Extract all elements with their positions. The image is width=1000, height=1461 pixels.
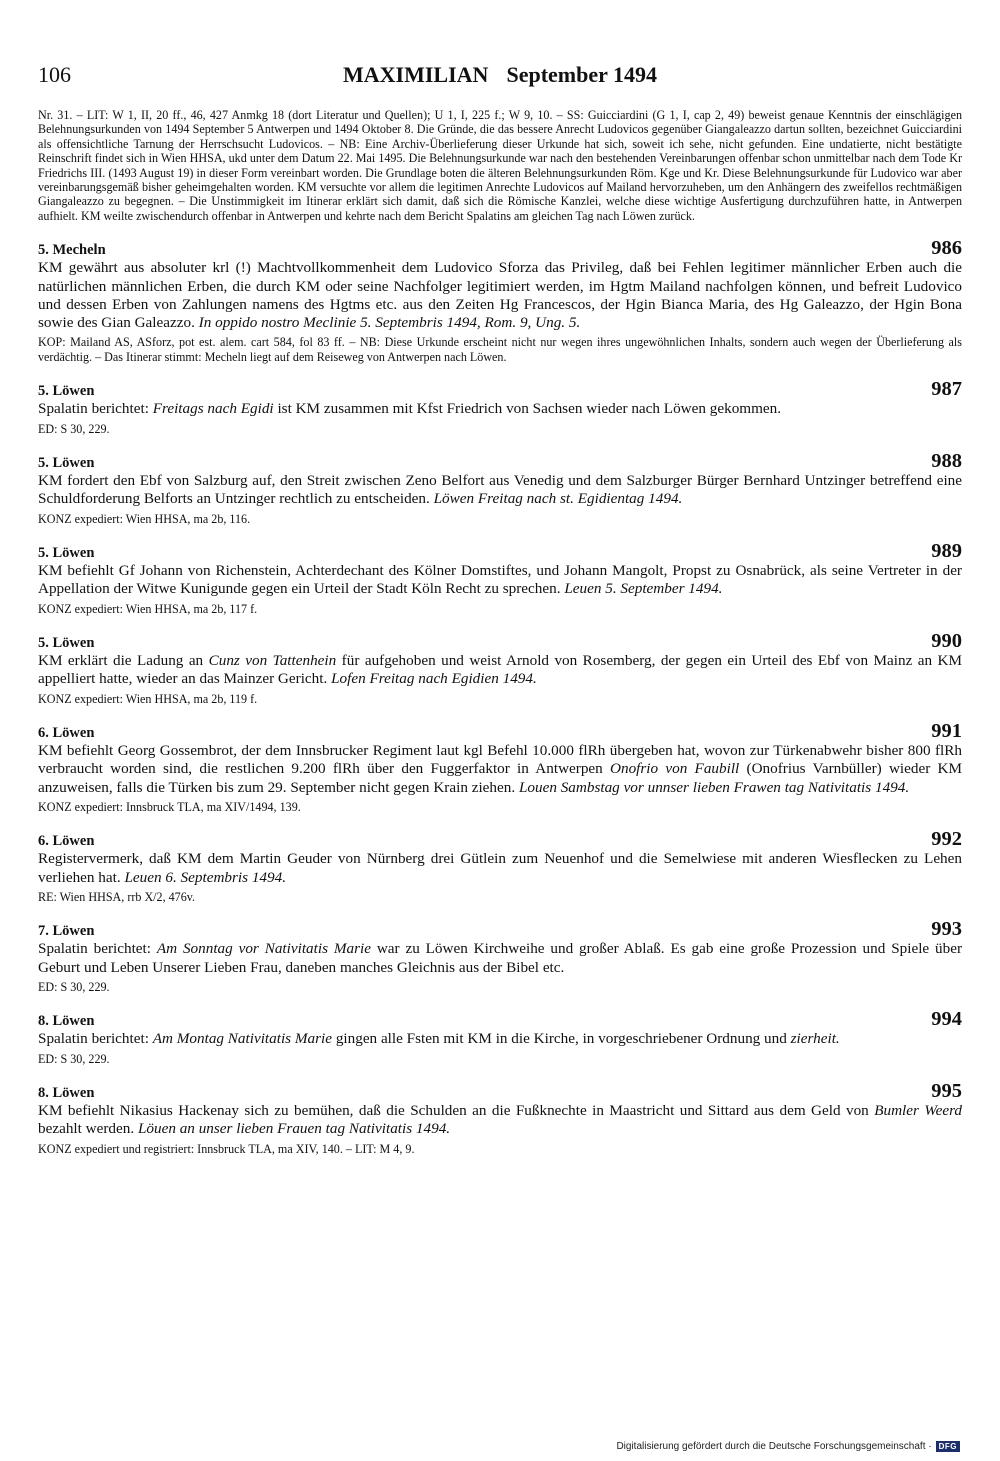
running-title-main: MAXIMILIAN <box>343 62 489 87</box>
entry-place: 5. Löwen <box>38 544 95 561</box>
entry-993 <box>38 918 962 994</box>
entry-source: KONZ expediert: Wien HHSA, ma 2b, 119 f. <box>38 691 258 706</box>
entry-head <box>38 378 962 400</box>
entry-place: 6. Löwen <box>38 833 95 850</box>
entry-quote: Am Sonntag vor Nativitatis Marie <box>156 940 371 958</box>
entry-head <box>38 828 962 850</box>
entry-number: 992 <box>931 828 962 851</box>
entry-number: 988 <box>931 449 962 472</box>
entry-dating: Leuen 5. September 1494. <box>564 580 723 598</box>
entry-995 <box>38 1080 962 1156</box>
entry-text: Registervermerk, daß KM dem Martin Geuder von Nürnberg drei Gütlein zum Neuenhof und die Semelwiese mit anderen Wiesflecken zu Lehen verliehen hat. Leuen 6. Septembris 1494. <box>38 850 962 886</box>
entry-number: 995 <box>931 1079 962 1102</box>
entry-source: KONZ expediert: Innsbruck TLA, ma XIV/1494, 139. <box>38 799 301 814</box>
entry-987 <box>38 378 962 436</box>
entry-source: ED: S 30, 229. <box>38 979 110 994</box>
running-head <box>38 62 962 96</box>
entry-head <box>38 1080 962 1102</box>
entry-989 <box>38 540 962 616</box>
document-page <box>38 62 962 1156</box>
entry-number: 994 <box>931 1008 962 1031</box>
entry-text: KM befiehlt Gf Johann von Richenstein, Achterdechant des Kölner Domstiftes, und Johann Mangolt, Propst zu Osnabrück, als seine Vertreter in der Appellation der Witwe Kunigunde gegen ein Urteil der Stadt Köln Recht zu sprechen. Leuen 5. September 1494. <box>38 561 962 598</box>
entry-number: 986 <box>931 237 962 260</box>
entry-number: 993 <box>931 918 962 941</box>
entry-place: 5. Löwen <box>38 634 95 651</box>
entry-994 <box>38 1008 962 1066</box>
entry-place: 8. Löwen <box>38 1084 95 1101</box>
entry-988 <box>38 450 962 526</box>
entry-place: 5. Löwen <box>38 383 95 400</box>
entry-dating: Lofen Freitag nach Egidien 1494. <box>331 670 537 688</box>
entry-source: ED: S 30, 229. <box>38 421 110 436</box>
entry-head <box>38 237 962 259</box>
entry-source: KOP: Mailand AS, ASforz, pot est. alem. cart 584, fol 83 ff. – NB: Diese Urkunde erscheint nicht nur wegen ihres ungewöhnlichen Inhalts, sondern auch wegen der Überlieferung als verdächtig. – Das Itinerar stimmt: Mecheln liegt auf dem Reiseweg von Antwerpen nach Löwen. <box>38 335 962 364</box>
entry-number: 987 <box>931 378 962 401</box>
entry-991 <box>38 720 962 814</box>
entry-text: KM erklärt die Ladung an Cunz von Tattenhein für aufgehoben und weist Arnold von Rosemberg, der gegen ein Urteil des Ebf von Mainz an KM appelliert hatte, wieder an das Mainzer Gericht. Lofen Freitag nach Egidien 1494. <box>38 651 962 688</box>
entry-source: KONZ expediert und registriert: Innsbruck TLA, ma XIV, 140. – LIT: M 4, 9. <box>38 1141 415 1156</box>
entry-dating: Löuen an unser lieben Frauen tag Nativitatis 1494. <box>137 1120 451 1138</box>
entry-head <box>38 720 962 742</box>
entry-text: Spalatin berichtet: Am Montag Nativitatis Marie gingen alle Fsten mit KM in die Kirche, in vorgeschriebener Ordnung und zierheit. <box>38 1030 840 1048</box>
entry-dating: In oppido nostro Meclinie 5. Septembris 1494, Rom. 9, Ung. 5. <box>198 314 581 332</box>
entry-text: KM befiehlt Nikasius Hackenay sich zu bemühen, daß die Schulden an die Fußknechte in Maastricht und Sittard aus dem Geld von Bumler Weerd bezahlt werden. Löuen an unser lieben Frauen tag Nativitatis 1494. <box>38 1101 963 1138</box>
intro-note: Nr. 31. – LIT: W 1, II, 20 ff., 46, 427 Anmkg 18 (dort Literatur und Quellen); U 1, I, 225 f.; W 9, 10. – SS: Guicciardini (G 1, I, cap 2, 49) beweist genaue Kenntnis der einschlägigen Belehnungsurkunden von 1494 September 5 Antwerpen und 1494 Oktober 8. Die Gründe, die das bessere Anrecht Ludovicos gegenüber Giangaleazzo dartun sollten, bezeichnet Guicciardini als offensichtliche Tarnung der Herrschsucht Ludovicos. – NB: Eine Archiv-Überlieferung dieser Urkunde hat sich, soweit ich sehe, nicht gefunden. Eine undatierte, nicht bestätigte Reinschrift findet sich in Wien HHSA, ukd unter dem Datum 22. Mai 1495. Die Belehnungsurkunde war nach den bestehenden Vereinbarungen offenbar schon unmittelbar nach dem Tode Kr Friedrichs III. (1493 August 19) in dieser Form vereinbart worden. Die Grundlage boten die älteren Belehnungsurkunden Röm. Kge und Kr. Diese Belehnungsurkunde für Ludovico war aber vereinbarungsgemäß bisher geheimgehalten worden. KM versuchte vor allem die legitimen Anrechte Ludovicos auf Mailand hervorzuheben, um den Anhängern des zweifellos rechtmäßigen Giangaleazzo zu begegnen. – Die Unstimmigkeit im Itinerar erklärt sich damit, daß sich die Römische Kanzlei, welche diese wichtige Ausfertigung durchzuführen hatte, in Antwerpen aufhielt. KM weilte zwischendurch offenbar in Antwerpen und kehrte nach dem Bericht Spalatins am gleichen Tag nach Löwen zurück. <box>38 108 962 223</box>
entry-head <box>38 918 962 940</box>
entry-place: 6. Löwen <box>38 724 95 741</box>
entry-place: 5. Löwen <box>38 454 95 471</box>
page-number: 106 <box>38 62 71 87</box>
entry-text: KM fordert den Ebf von Salzburg auf, den Streit zwischen Zeno Belfort aus Venedig und dem Salzburger Bürger Bernhard Untzinger betreffend eine Schuldforderung Belforts an Untzinger rechtlich zu entscheiden. Löwen Freitag nach st. Egidientag 1494. <box>38 471 962 508</box>
entry-text: KM gewährt aus absoluter krl (!) Machtvollkommenheit dem Ludovico Sforza das Privileg, daß bei Fehlen legitimer männlicher Erben auch die natürlichen männlichen Erben, die durch KM oder seine Nachfolger legitimiert werden, im Hgtm Mailand nachfolgen können, und befreit Ludovico und dessen Erben von Zahlungen namens des Hgtms etc. aus den Zeiten Hg Francescos, der Hgin Bianca Maria, des Hg Galeazzo, der Hgin Bona sowie des Gian Galeazzo. In oppido nostro Meclinie 5. Septembris 1494, Rom. 9, Ung. 5. <box>38 259 962 332</box>
digitization-credit <box>616 1441 960 1452</box>
entry-name-italic: Onofrio von Faubill <box>610 760 740 778</box>
entry-place: 7. Löwen <box>38 923 95 940</box>
entry-986 <box>38 237 962 364</box>
entry-quote: Freitags nach Egidi <box>152 400 274 418</box>
entry-name-italic: Bumler Weerd <box>874 1101 963 1119</box>
entry-source: KONZ expediert: Wien HHSA, ma 2b, 117 f. <box>38 601 258 616</box>
entry-place: 5. Mecheln <box>38 242 106 259</box>
entry-number: 989 <box>931 539 962 562</box>
running-title <box>38 62 962 88</box>
entry-quote: Am Montag Nativitatis Marie <box>152 1030 333 1048</box>
entry-992 <box>38 828 962 904</box>
entry-head <box>38 540 962 562</box>
entry-text: Spalatin berichtet: Am Sonntag vor Nativitatis Marie war zu Löwen Kirchweihe und großer Ablaß. Es gab eine große Prozession und Spiele über Geburt und Leben Unserer Lieben Frau, daneben manches Gleichnis aus der Bibel etc. <box>38 940 962 976</box>
entry-number: 990 <box>931 629 962 652</box>
entry-text: KM befiehlt Georg Gossembrot, der dem Innsbrucker Regiment laut kgl Befehl 10.000 flRh übergeben hat, wovon zur Türkenabwehr bisher 800 flRh verbraucht worden sind, die restlichen 9.200 flRh über den Fuggerfaktor in Antwerpen Onofrio von Faubill (Onofrius Varnbüller) wieder KM anzuweisen, falls die Türken bis zum 29. September nicht gegen Krain ziehen. Louen Sambstag vor unnser lieben Frawen tag Nativitatis 1494. <box>38 741 962 796</box>
entry-990 <box>38 630 962 706</box>
entry-dating: Louen Sambstag vor unnser lieben Frawen tag Nativitatis 1494. <box>518 778 910 796</box>
entry-name-italic: Cunz von Tattenhein <box>208 651 337 669</box>
entry-source: RE: Wien HHSA, rrb X/2, 476v. <box>38 889 196 904</box>
dfg-logo: DFG <box>936 1441 960 1452</box>
entry-place: 8. Löwen <box>38 1013 95 1030</box>
entry-head <box>38 450 962 472</box>
entry-source: KONZ expediert: Wien HHSA, ma 2b, 116. <box>38 511 251 526</box>
entry-head <box>38 630 962 652</box>
entry-head <box>38 1008 962 1030</box>
entry-quote-end: zierheit. <box>790 1030 840 1048</box>
entry-dating: Leuen 6. Septembris 1494. <box>124 868 287 886</box>
entry-source: ED: S 30, 229. <box>38 1051 110 1066</box>
entry-text: Spalatin berichtet: Freitags nach Egidi ist KM zusammen mit Kfst Friedrich von Sachsen wieder nach Löwen gekommen. <box>38 400 782 418</box>
running-title-date: September 1494 <box>506 62 657 87</box>
credit-text: Digitalisierung gefördert durch die Deutsche Forschungsgemeinschaft · <box>616 1441 932 1452</box>
entry-dating: Löwen Freitag nach st. Egidientag 1494. <box>433 490 683 508</box>
entry-number: 991 <box>931 719 962 742</box>
